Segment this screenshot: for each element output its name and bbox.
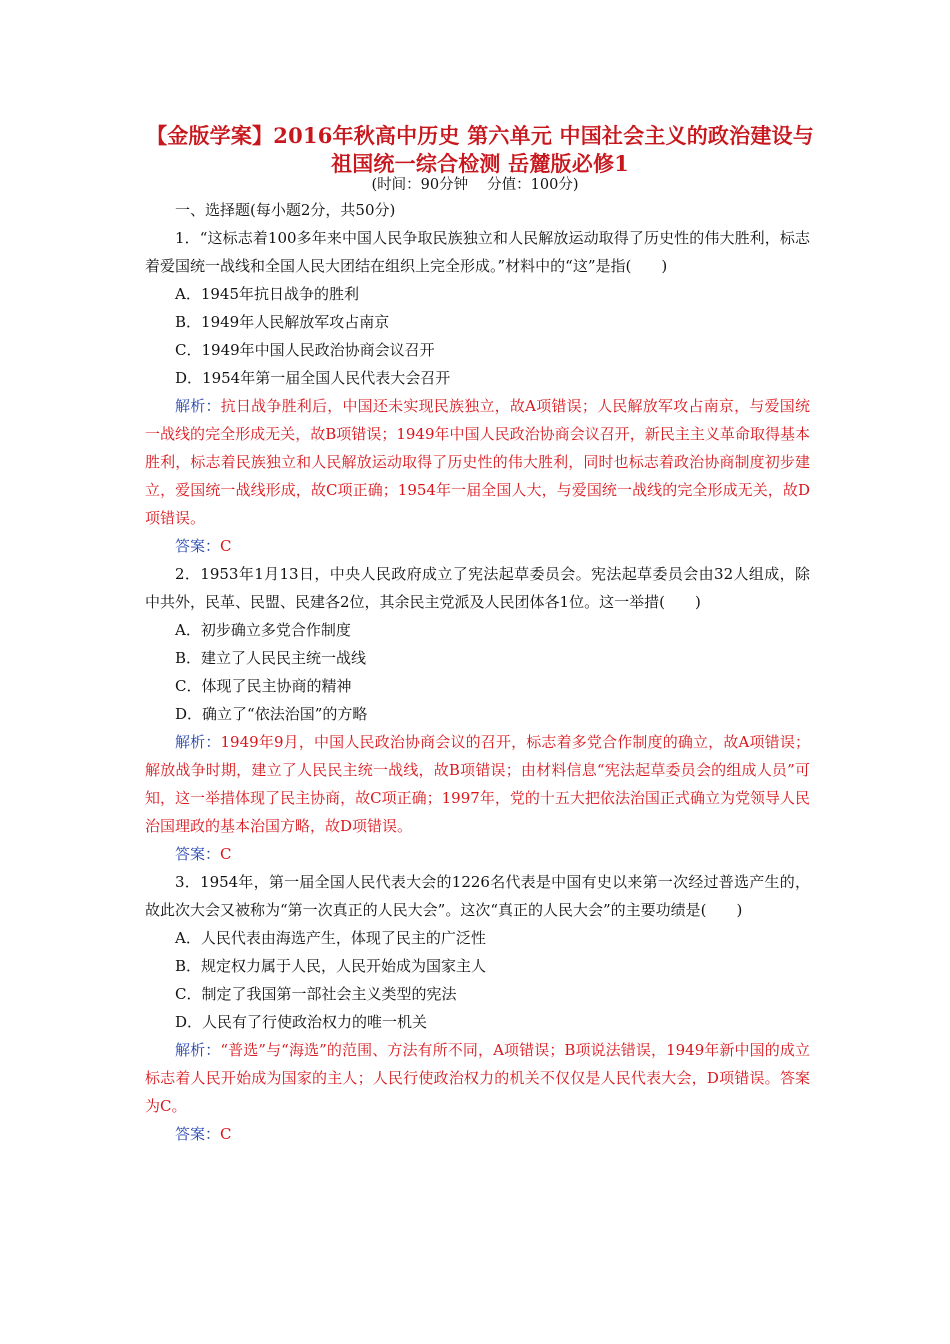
analysis [145, 392, 810, 532]
option-d: D．1954年第一届全国人民代表大会召开 [175, 369, 451, 387]
answer [145, 532, 810, 560]
question-stem: 2．1953年1月13日，中央人民政府成立了宪法起草委员会。宪法起草委员会由32人组成，除中共外，民革、民盟、民建各2位，其余民主党派及人民团体各1位。这一举措( ) [145, 565, 810, 611]
document-title: 【金版学案】2016年秋高中历史 第六单元 中国社会主义的政治建设与祖国统一综合检测 岳麓版必修1 [146, 123, 814, 176]
option-b: B．规定权力属于人民，人民开始成为国家主人 [175, 957, 487, 975]
question-1 [145, 224, 810, 560]
analysis-text: “普选”与“海选”的范围、方法有所不同，A项错误；B项说法错误，1949年新中国的成立标志着人民开始成为国家的主人；人民行使政治权力的机关不仅仅是人民代表大会，D项错误。答案为C。 [145, 1041, 810, 1115]
section-heading: 一、选择题(每小题2分，共50分) [175, 201, 396, 219]
option-d: D．确立了“依法治国”的方略 [175, 705, 368, 723]
option-c: C．1949年中国人民政治协商会议召开 [175, 341, 435, 359]
question-3 [145, 868, 810, 1148]
analysis-label: 解析： [175, 1041, 221, 1059]
answer-value: C [220, 537, 232, 555]
answer-label: 答案： [175, 845, 221, 863]
option-a: A．初步确立多党合作制度 [175, 621, 351, 639]
option-c: C．体现了民主协商的精神 [175, 677, 352, 695]
question-stem: 1．“这标志着100多年来中国人民争取民族独立和人民解放运动取得了历史性的伟大胜利，标志着爱国统一战线和全国人民大团结在组织上完全形成。”材料中的“这”是指( ) [145, 229, 810, 275]
analysis-text: 1949年9月，中国人民政治协商会议的召开，标志着多党合作制度的确立，故A项错误；解放战争时期，建立了人民民主统一战线，故B项错误；由材料信息“宪法起草委员会的组成人员”可知，这一举措体现了民主协商，故C项正确；1997年，党的十五大把依法治国正式确立为党领导人民治国理政的基本治国方略，故D项错误。 [145, 733, 810, 835]
answer [145, 840, 810, 868]
analysis [145, 728, 810, 840]
option-b: B．建立了人民民主统一战线 [175, 649, 367, 667]
option-b: B．1949年人民解放军攻占南京 [175, 313, 390, 331]
analysis-text: 抗日战争胜利后，中国还未实现民族独立，故A项错误；人民解放军攻占南京，与爱国统一战线的完全形成无关，故B项错误；1949年中国人民政治协商会议召开，新民主主义革命取得基本胜利，标志着民族独立和人民解放运动取得了历史性的伟大胜利，同时也标志着政治协商制度初步建立，爱国统一战线形成，故C项正确；1954年一届全国人大，与爱国统一战线的完全形成无关，故D项错误。 [145, 397, 810, 527]
answer-label: 答案： [175, 537, 221, 555]
answer-label: 答案： [175, 1125, 221, 1143]
document-body [145, 196, 810, 1148]
analysis-label: 解析： [175, 397, 221, 415]
answer-value: C [220, 1125, 232, 1143]
analysis [145, 1036, 810, 1120]
option-a: A．人民代表由海选产生，体现了民主的广泛性 [175, 929, 486, 947]
exam-meta: (时间：90分钟 分值：100分) [371, 177, 579, 193]
analysis-label: 解析： [175, 733, 221, 751]
question-stem: 3．1954年，第一届全国人民代表大会的1226名代表是中国有史以来第一次经过普选产生的，故此次大会又被称为“第一次真正的人民大会”。这次“真正的人民大会”的主要功绩是( ) [145, 873, 810, 919]
option-d: D．人民有了行使政治权力的唯一机关 [175, 1013, 428, 1031]
answer [145, 1120, 810, 1148]
option-c: C．制定了我国第一部社会主义类型的宪法 [175, 985, 457, 1003]
answer-value: C [220, 845, 232, 863]
option-a: A．1945年抗日战争的胜利 [175, 285, 360, 303]
question-2 [145, 560, 810, 868]
